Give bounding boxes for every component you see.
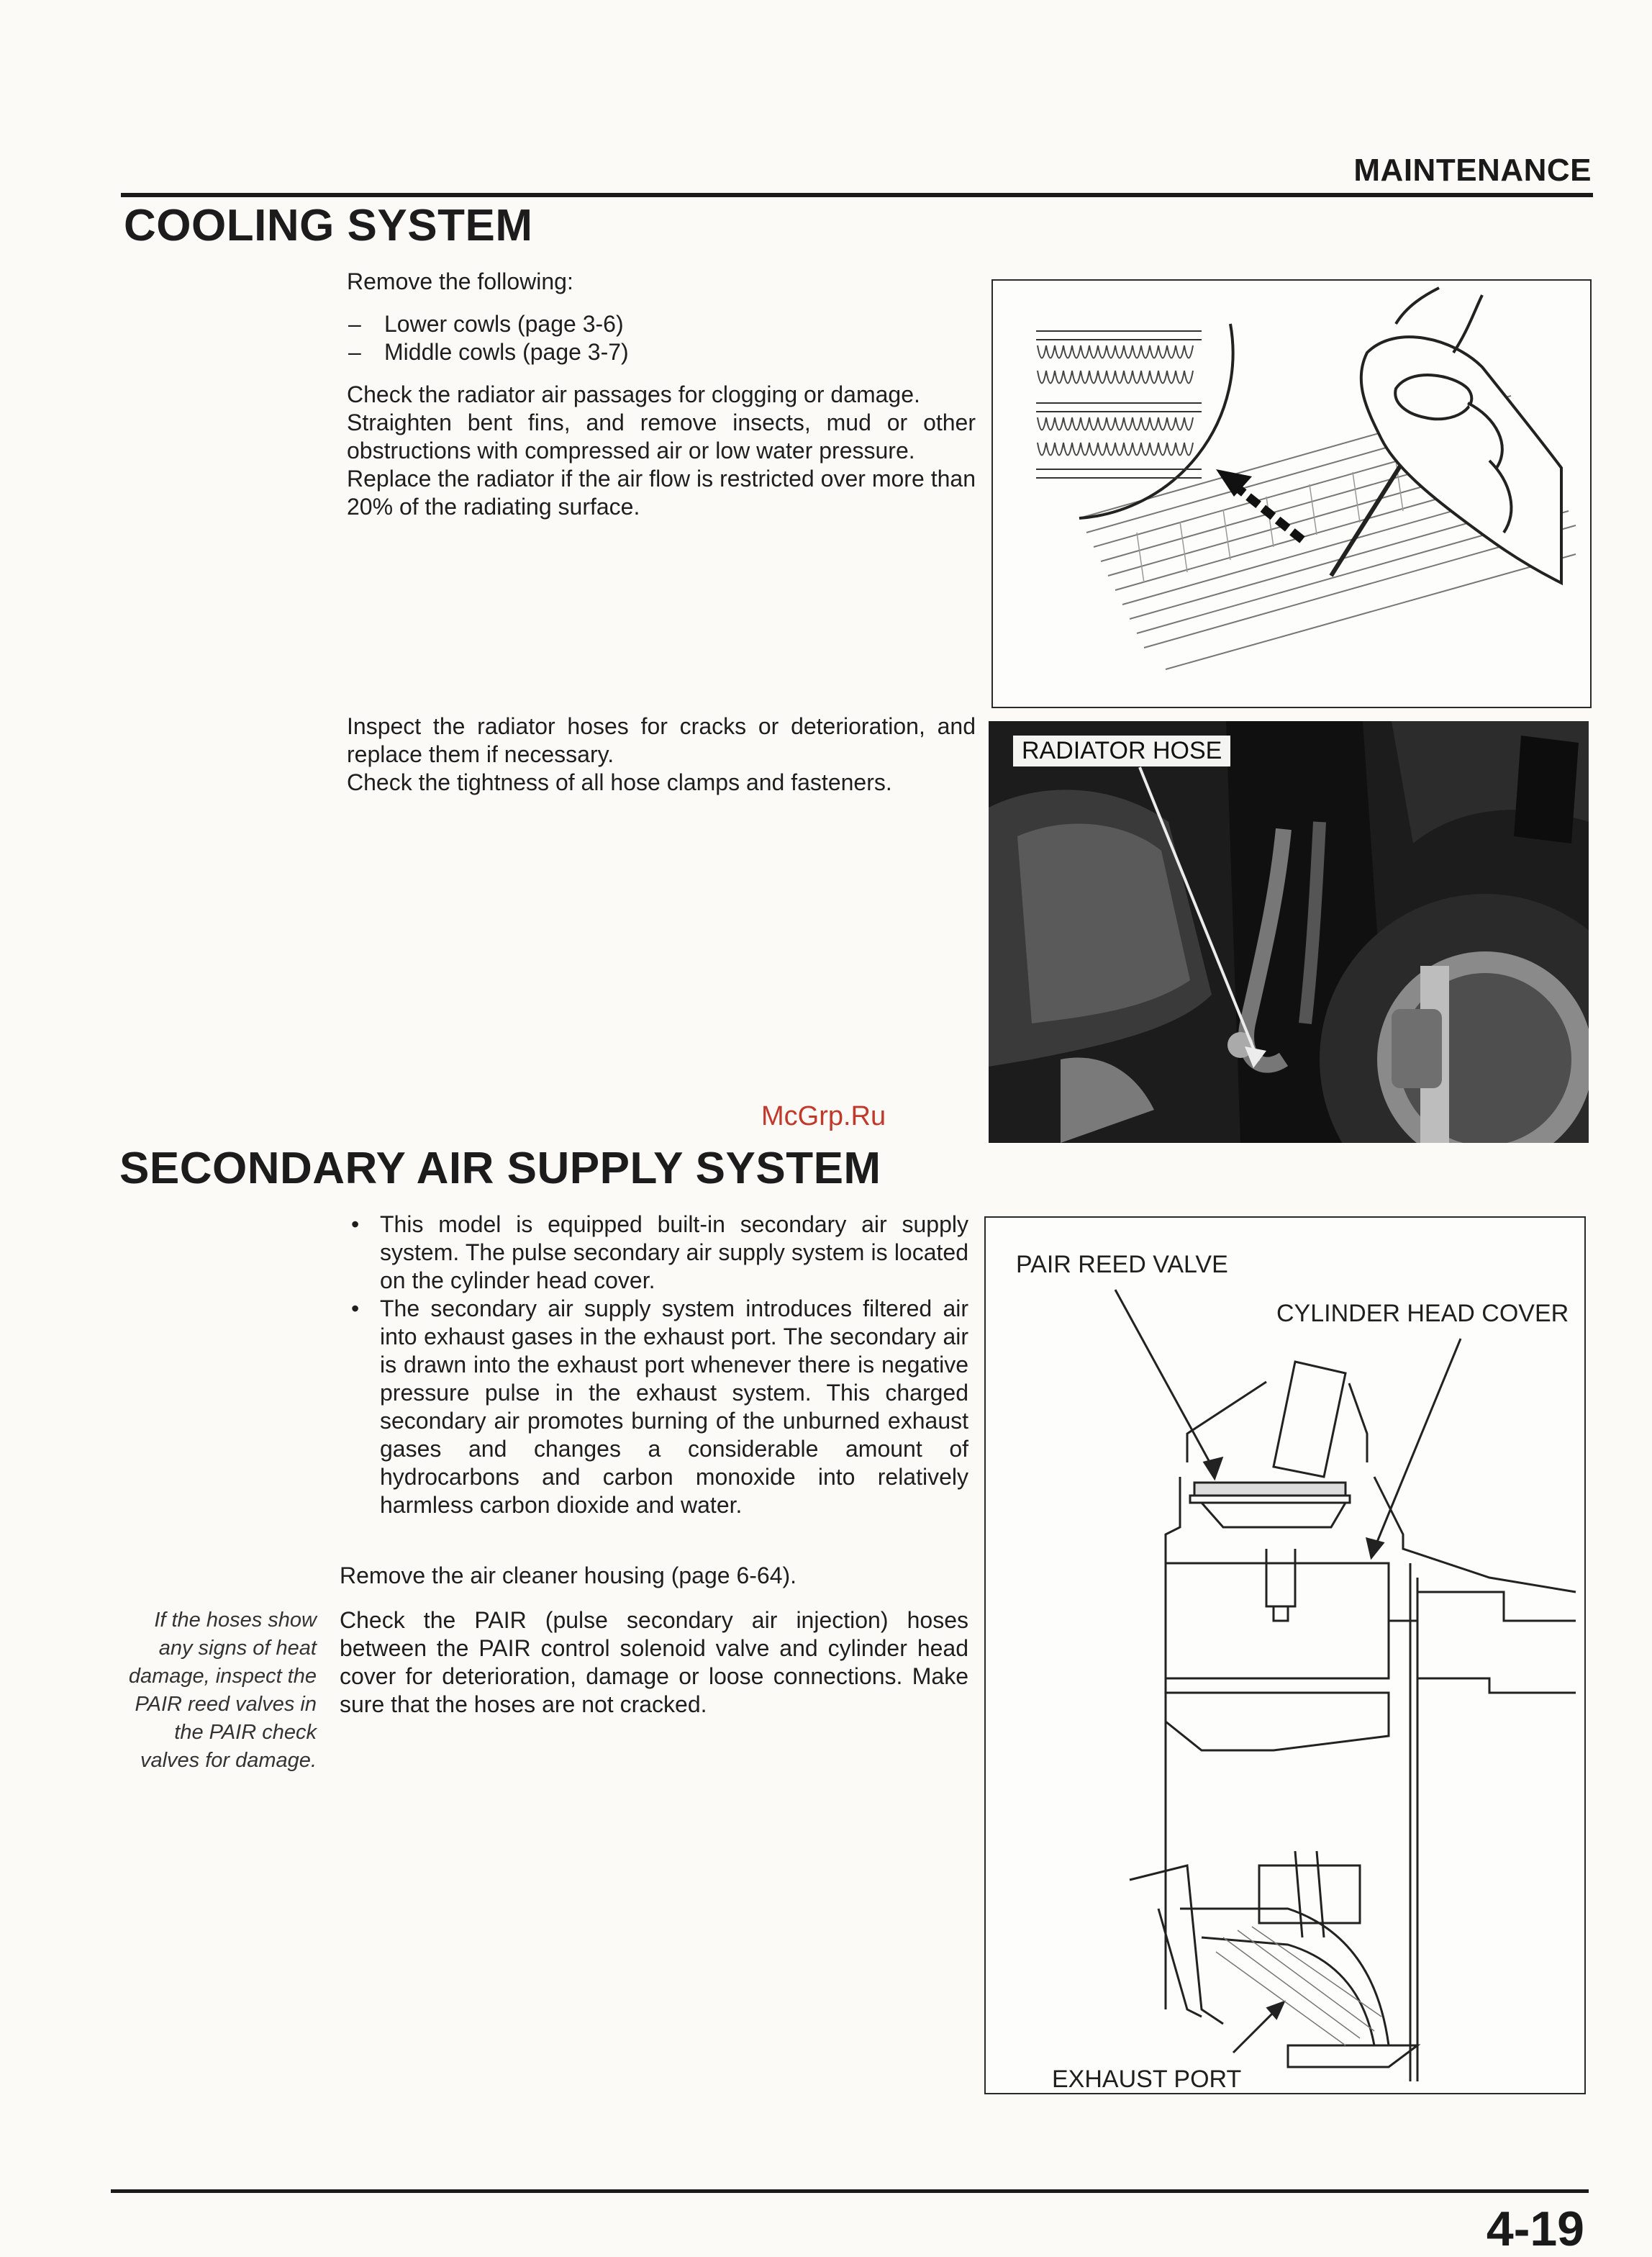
list-item: – Middle cowls (page 3-7): [347, 338, 976, 366]
cooling-system-title: COOLING SYSTEM: [124, 201, 533, 250]
bullet-item: • The secondary air supply system introduces filtered air into exhaust gases in the exhaust port. The secondary air is drawn into the exhaust port whenever there is negative pressure pulse in the exhaust system. This charged secondary air promotes burning of the unburned exhaust gases and changes a considerable amount of hydrocarbons and carbon monoxide into relatively harmless carbon dioxide and water.: [347, 1295, 968, 1519]
bullet-item: • This model is equipped built-in secondary air supply system. The pulse secondary air supply system is located on the cylinder head cover.: [347, 1211, 968, 1295]
cylinder-head-cover-label: CYLINDER HEAD COVER: [1276, 1300, 1569, 1327]
cooling-intro: Remove the following:: [347, 268, 573, 294]
radiator-hose-photo: [989, 721, 1589, 1143]
text-line: Replace the radiator if the air flow is restricted over more than 20% of the radiating surface.: [347, 466, 976, 520]
exhaust-port-label: EXHAUST PORT: [1052, 2066, 1242, 2093]
secondary-air-bullets: [347, 1211, 968, 1519]
bottom-rule: [111, 2189, 1589, 2193]
section-header: MAINTENANCE: [1353, 153, 1592, 188]
watermark: McGrp.Ru: [761, 1101, 886, 1131]
radiator-fin-illustration: [991, 279, 1592, 708]
cooling-para-1: [347, 381, 976, 521]
text-line: Check the tightness of all hose clamps and fasteners.: [347, 769, 892, 795]
remove-air-cleaner-line: Remove the air cleaner housing (page 6-64).: [340, 1562, 797, 1588]
pair-reed-valve-label: PAIR REED VALVE: [1016, 1251, 1228, 1278]
text-line: Inspect the radiator hoses for cracks or deterioration, and replace them if necessary.: [347, 713, 976, 767]
text-line: Straighten bent fins, and remove insects, mud or other obstructions with compressed air or low water pressure.: [347, 410, 976, 463]
radiator-hose-label: RADIATOR HOSE: [1013, 736, 1230, 766]
page-number: 4-19: [1486, 2202, 1584, 2256]
secondary-air-title: SECONDARY AIR SUPPLY SYSTEM: [119, 1144, 881, 1193]
pair-valve-diagram: [984, 1216, 1586, 2094]
text-line: Check the radiator air passages for clogging or damage.: [347, 381, 920, 407]
remove-list: [347, 310, 976, 366]
side-note: If the hoses show any signs of heat damage, inspect the PAIR reed valves in the PAIR check valves for damage.: [128, 1609, 317, 1772]
top-rule: [121, 193, 1593, 197]
list-item: – Lower cowls (page 3-6): [347, 310, 976, 338]
cooling-para-2: [347, 713, 976, 797]
cooling-text-block: [347, 268, 976, 521]
pair-check-paragraph: Check the PAIR (pulse secondary air injection) hoses between the PAIR control solenoid valve and cylinder head cover for deterioration, damage or loose connections. Make sure that the hoses are not cracked.: [340, 1607, 968, 1717]
